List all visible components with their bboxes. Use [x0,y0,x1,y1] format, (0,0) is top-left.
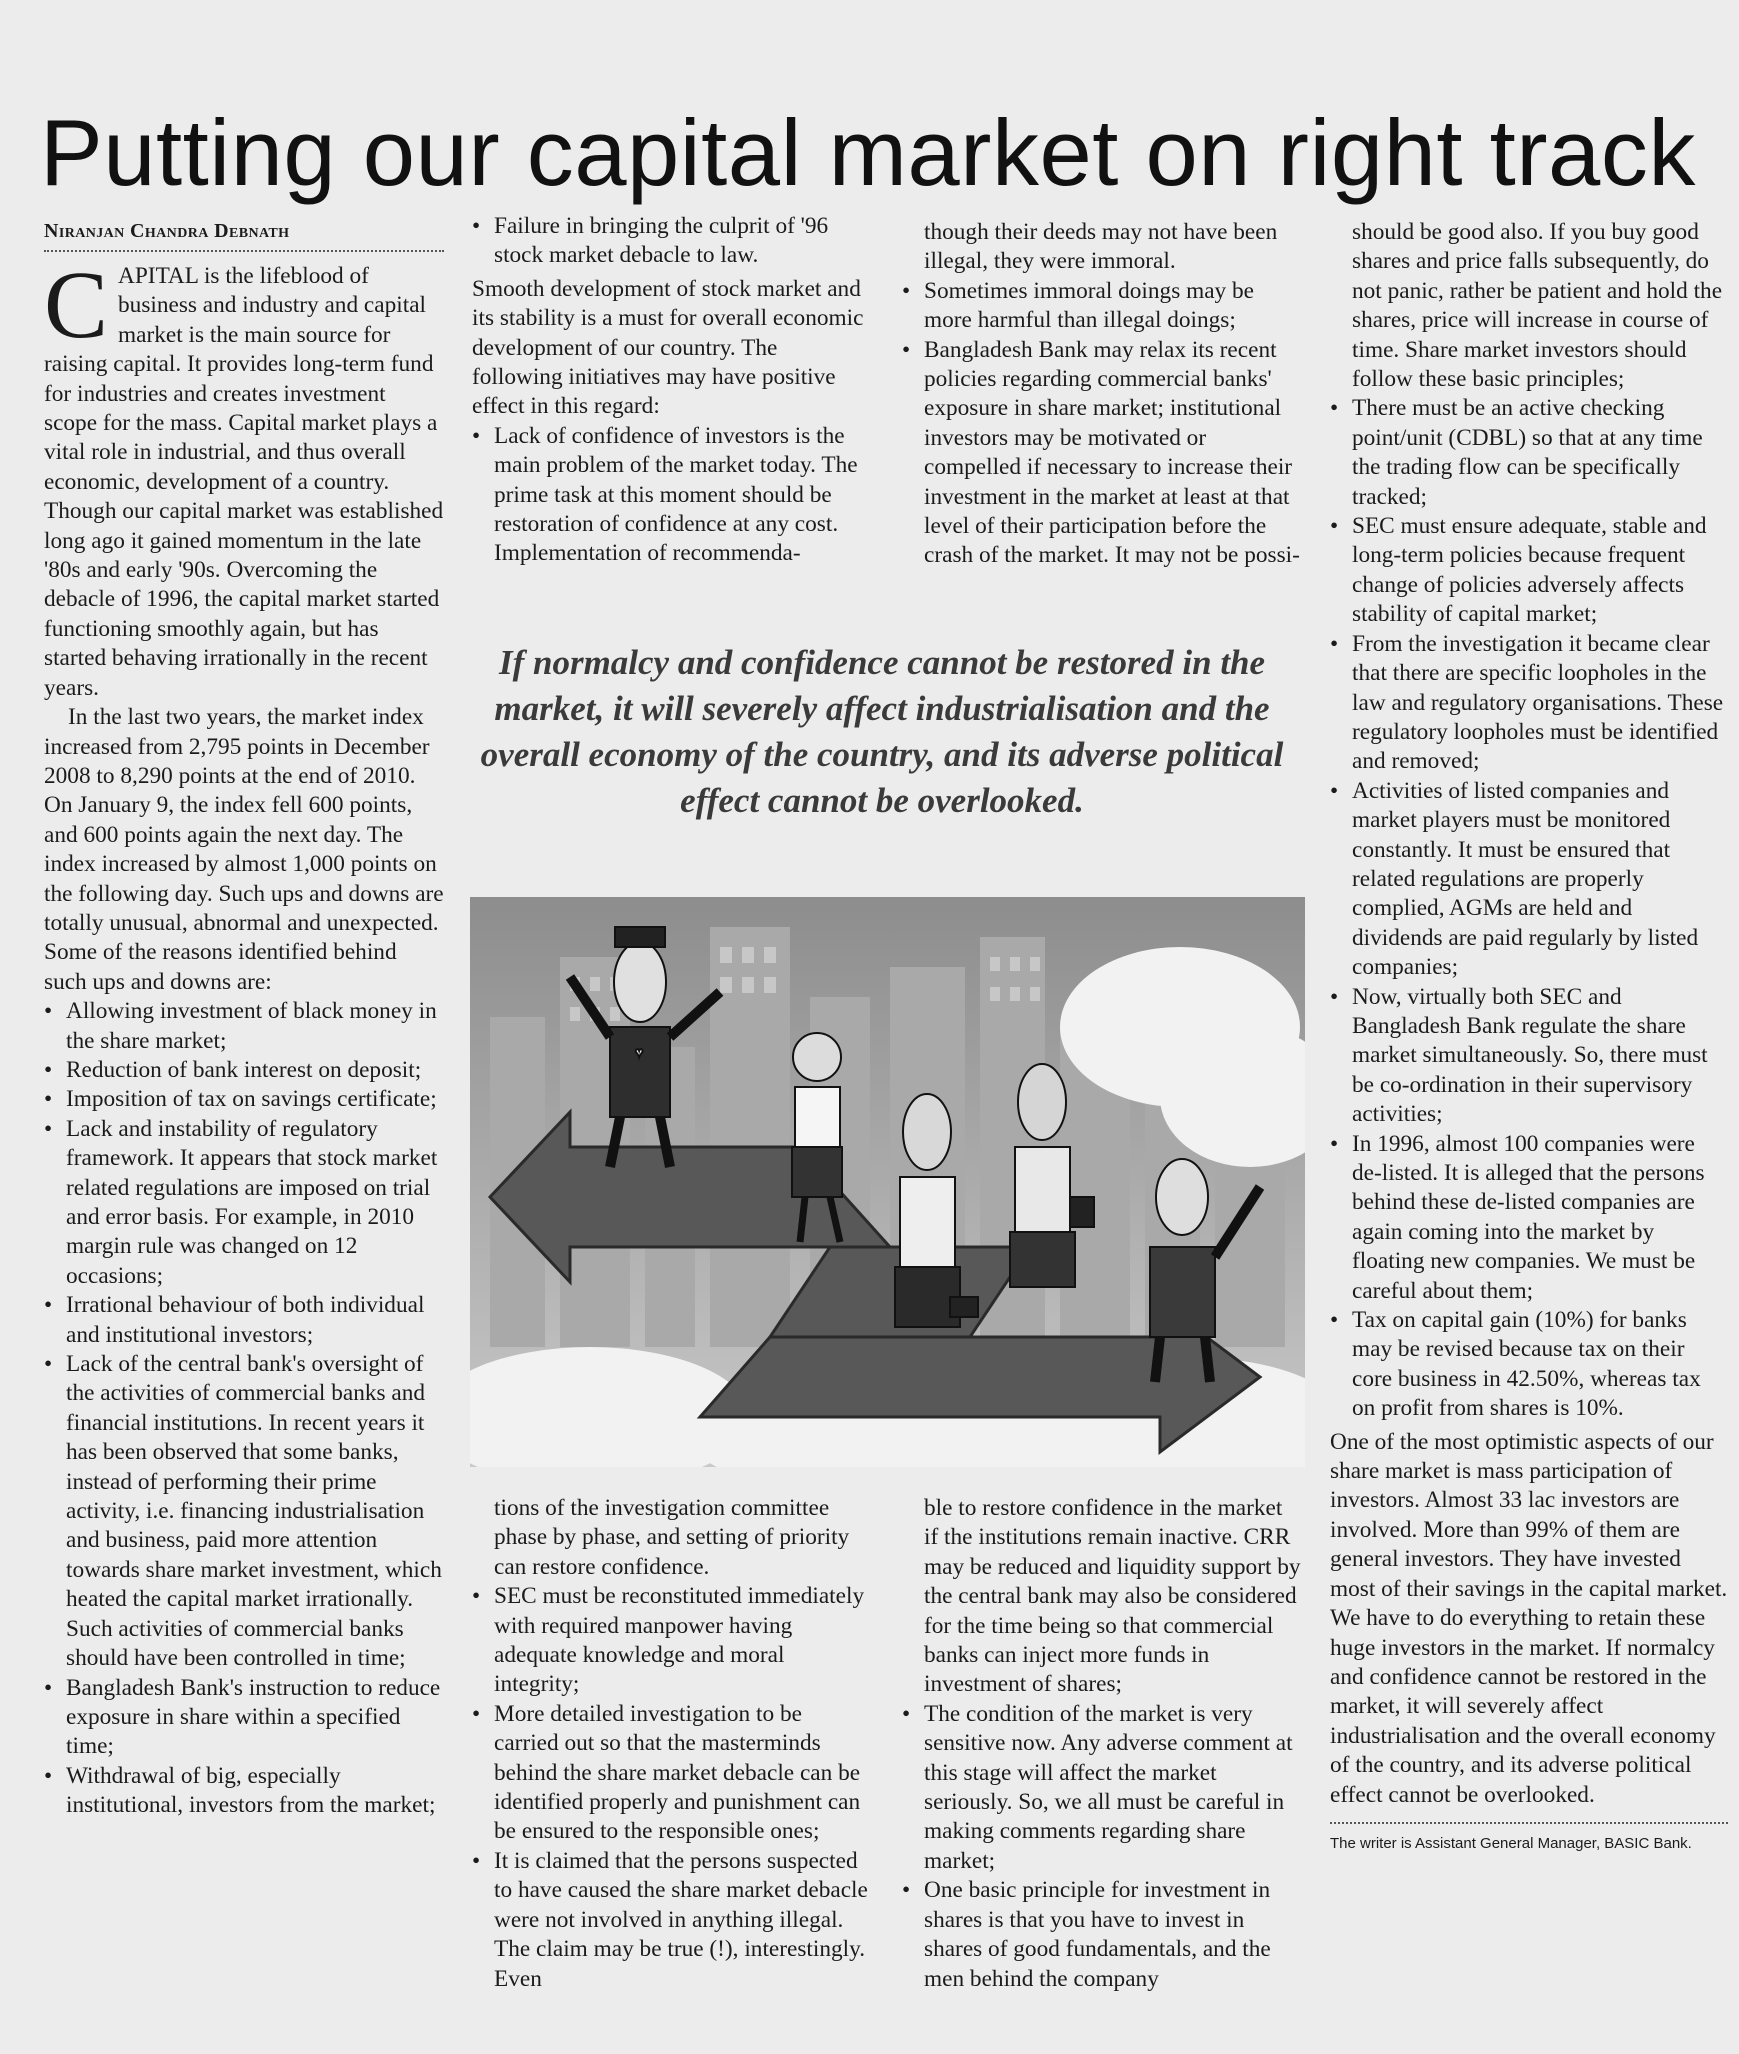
column-3-top [902,218,1302,571]
continued-text: should be good also. If you buy good shares and price falls subsequently, do not panic, rather be patient and hold the shares, price will increase in course of time. Share market investors should follow these basic principles; [1352,219,1723,393]
list-item: • From the investigation it became clear that there are specific loopholes in the law and regulatory organisations. These regulatory loopholes must be identified and removed; [1330,630,1728,777]
initiatives-list [472,422,872,569]
list-item: • Lack and instability of regulatory framework. It appears that stock market related regulations are imposed on trial and error basis. For example, in 2010 margin rule was changed on 12 occasions; [44,1115,444,1291]
pull-quote: If normalcy and confidence cannot be restored in the market, it will severely affect industrialisation and the overall economy of the country, and its adverse political effect cannot be overlooked. [480,643,1284,820]
headline: Putting our capital market on right track [40,99,1696,205]
initiatives-list-cont [902,277,1302,571]
list-item: • Activities of listed companies and market players must be monitored constantly. It must be ensured that related regulations are properly complied, AGMs are held and dividends are paid regularly by listed companies; [1330,777,1728,983]
initiatives-list-top [472,212,872,271]
list-item: • Imposition of tax on savings certificate; [44,1085,444,1114]
list-item: • It is claimed that the persons suspected to have caused the share market debacle were not involved in anything illegal. The claim may be true (!), interestingly. Even [472,1847,872,1994]
list-item: • Allowing investment of black money in the share market; [44,997,444,1056]
list-item: • Tax on capital gain (10%) for banks may be revised because tax on their core business in 42.50%, whereas tax on profit from shares is 10%. [1330,1306,1728,1424]
list-item: • Lack of confidence of investors is the main problem of the market today. The prime task at this moment should be restoration of confidence at any cost. Implementation of recommenda- [472,422,872,569]
list-item: • SEC must be reconstituted immediately with required manpower having adequate knowledge and moral integrity; [472,1582,872,1700]
list-item: • Bangladesh Bank may relax its recent policies regarding commercial banks' exposure in share market; institutional investors may be motivated or compelled if necessary to increase their investment in the market at least at that level of their participation before the crash of the market. It may not be possi- [902,336,1302,571]
recommendations-list [1330,394,1728,1423]
initiatives-list-bottom-2 [902,1700,1302,1994]
tie-glyph: ♥ [635,1046,644,1061]
continued-text: tions of the investigation committee phase by phase, and setting of priority can restore confidence. [494,1495,850,1580]
initiatives-list-bottom [472,1582,872,1994]
list-item: • Lack of the central bank's oversight of the activities of commercial banks and financial institutions. In recent years it has been observed that some banks, instead of performing their prime activity, i.e. financing industrialisation and business, paid more attention towards share market investment, which heated the capital market irrationally. Such activities of commercial banks should have been controlled in time; [44,1350,444,1673]
column-1 [44,218,444,1821]
list-item: • Reduction of bank interest on deposit; [44,1056,444,1085]
list-item: • Withdrawal of big, especially institutional, investors from the market; [44,1762,444,1821]
list-item: • Failure in bringing the culprit of '96 stock market debacle to law. [472,212,872,271]
drop-cap: C [44,251,109,358]
paragraph-index: In the last two years, the market index increased from 2,795 points in December 2008 to 8,290 points at the end of 2010. On January 9, the index fell 600 points, and 600 points again the next day. The index increased by almost 1,000 points on the following day. Such ups and downs are totally unusual, abnormal and unexpected. Some of the reasons identified behind such ups and downs are: [44,704,444,995]
closing-paragraph: One of the most optimistic aspects of our share market is mass participation of investors. Almost 33 lac investors are involved. More than 99% of them are general investors. They have invested most of their savings in the capital market. We have to do everything to retain these huge investors in the market. If normalcy and confidence cannot be restored in the market, it will severely affect industrialisation and the overall economy of the country, and its adverse political effect cannot be overlooked. [1330,1428,1728,1808]
list-item: • Bangladesh Bank's instruction to reduce exposure in share within a specified time; [44,1674,444,1762]
list-item: • Sometimes immoral doings may be more harmful than illegal doings; [902,277,1302,336]
list-item: • SEC must ensure adequate, stable and long-term policies because frequent change of policies adversely affects stability of capital market; [1330,512,1728,630]
column-4 [1330,218,1728,1853]
reasons-list [44,997,444,1820]
continued-text: ble to restore confidence in the market if the institutions remain inactive. CRR may be reduced and liquidity support by the central bank may also be considered for the time being so that commercial banks can inject more funds in investment of shares; [924,1495,1301,1698]
list-item: • There must be an active checking point/unit (CDBL) so that at any time the trading flow can be specifically tracked; [1330,394,1728,512]
continued-text: though their deeds may not have been illegal, they were immoral. [924,219,1278,275]
byline: Niranjan Chandra Debnath [44,218,444,252]
list-item: • In 1996, almost 100 companies were de-listed. It is alleged that the persons behind these de-listed companies are again coming into the market by floating new companies. We must be careful about them; [1330,1130,1728,1306]
lead-paragraph [44,251,444,703]
list-item: • Now, virtually both SEC and Bangladesh Bank regulate the share market simultaneously. So, there must be co-ordination in their supervisory activities; [1330,983,1728,1130]
list-item: • Irrational behaviour of both individual and institutional investors; [44,1291,444,1350]
list-item: • More detailed investigation to be carried out so that the masterminds behind the share market debacle can be identified properly and punishment can be ensured to the responsible ones; [472,1700,872,1847]
column-2-top [472,212,872,569]
column-3-bottom [902,1494,1302,1994]
column-2-bottom [472,1494,872,1994]
lead-text: APITAL is the lifeblood of business and industry and capital market is the main source for raising capital. It provides long-term fund for industries and creates investment scope for the mass. Capital market plays a vital role in industrial, and thus overall economic, development of a country. Though our capital market was established long ago it gained momentum in the late '80s and early '90s. Overcoming the debacle of 1996, the capital market started functioning smoothly again, but has started behaving irrationally in the recent years. [44,263,444,701]
list-item: • The condition of the market is very sensitive now. Any adverse comment at this stage will affect the market seriously. So, we all must be careful in making comments regarding share market; [902,1700,1302,1876]
writer-note: The writer is Assistant General Manager, BASIC Bank. [1330,1822,1728,1853]
list-item: • One basic principle for investment in shares is that you have to invest in shares of good fundamentals, and the men behind the company [902,1876,1302,1994]
illustration-investors-on-arrows [470,897,1305,1467]
paragraph-initiatives: Smooth development of stock market and its stability is a must for overall economic development of our country. The following initiatives may have positive effect in this regard: [472,275,864,420]
